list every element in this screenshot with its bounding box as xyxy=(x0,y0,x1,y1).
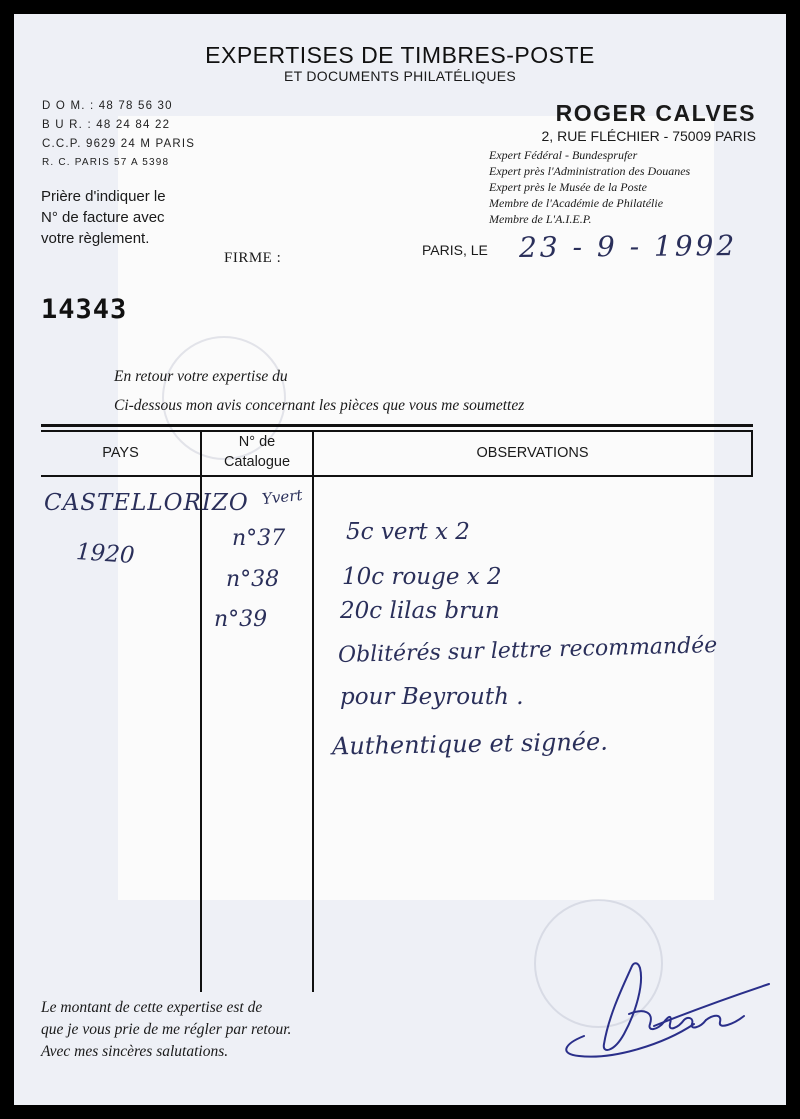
handwritten-catalogue-ref: Yvert xyxy=(261,485,304,509)
column-header-catalogue: Catalogue xyxy=(223,454,291,470)
expertise-document xyxy=(14,14,786,1105)
expert-credential: Expert près le Musée de la Poste xyxy=(489,180,647,194)
handwritten-observation: 5c vert x 2 xyxy=(346,519,470,545)
handwritten-observation: pour Beyrouth . xyxy=(340,684,524,710)
expert-name: ROGER CALVES xyxy=(555,100,756,126)
payment-prompt-line: N° de facture avec xyxy=(41,209,165,226)
expert-address: 2, RUE FLÉCHIER - 75009 PARIS xyxy=(541,128,756,144)
contact-rc: R. C. PARIS 57 A 5398 xyxy=(42,157,170,168)
handwritten-country: CASTELLORIZO xyxy=(44,490,249,516)
column-header-catalogue: N° de xyxy=(238,434,276,450)
handwritten-year: 1920 xyxy=(75,538,136,570)
expert-credential: Membre de L'A.I.E.P. xyxy=(489,212,592,226)
handwritten-date: 23 - 9 - 1992 xyxy=(518,229,738,264)
handwritten-observation: 10c rouge x 2 xyxy=(342,564,502,590)
handwritten-signature xyxy=(554,954,774,1064)
handwritten-observation: Authentique et signée. xyxy=(331,727,609,761)
intro-line: Ci-dessous mon avis concernant les pièces que vous me soumettez xyxy=(114,397,525,414)
table-header-rule xyxy=(41,475,753,477)
table-top-rule xyxy=(41,424,753,427)
closing-line: Le montant de cette expertise est de xyxy=(41,999,263,1016)
handwritten-observation: 20c lilas brun xyxy=(340,598,500,624)
contact-bur: B U R. : 48 24 84 22 xyxy=(42,119,171,131)
column-header-pays: PAYS xyxy=(102,445,139,461)
handwritten-catalogue-number: n°37 xyxy=(232,526,286,551)
handwritten-observation: Oblitérés sur lettre recommandée xyxy=(337,633,718,668)
table-column-divider xyxy=(312,430,314,992)
document-title: EXPERTISES DE TIMBRES-POSTE xyxy=(205,42,595,68)
invoice-number: 14343 xyxy=(41,294,128,325)
document-subtitle: ET DOCUMENTS PHILATÉLIQUES xyxy=(283,68,517,84)
intro-line: En retour votre expertise du xyxy=(114,368,288,385)
expert-credential: Membre de l'Académie de Philatélie xyxy=(489,196,664,210)
payment-prompt-line: Prière d'indiquer le xyxy=(41,188,166,205)
expert-credential: Expert Fédéral - Bundesprufer xyxy=(489,148,638,162)
closing-line: que je vous prie de me régler par retour. xyxy=(41,1021,292,1038)
table-right-border xyxy=(751,430,753,477)
column-header-observations: OBSERVATIONS xyxy=(476,445,589,461)
closing-line: Avec mes sincères salutations. xyxy=(41,1043,229,1060)
handwritten-catalogue-number: n°39 xyxy=(214,607,268,632)
expert-credential: Expert près l'Administration des Douanes xyxy=(489,164,691,178)
date-label: PARIS, LE xyxy=(422,242,488,258)
contact-dom: D O M. : 48 78 56 30 xyxy=(42,100,173,112)
handwritten-catalogue-number: n°38 xyxy=(226,567,280,592)
contact-ccp: C.C.P. 9629 24 M PARIS xyxy=(42,138,196,150)
table-top-rule xyxy=(41,430,753,432)
payment-prompt-line: votre règlement. xyxy=(41,230,150,247)
firme-label: FIRME : xyxy=(224,250,282,266)
